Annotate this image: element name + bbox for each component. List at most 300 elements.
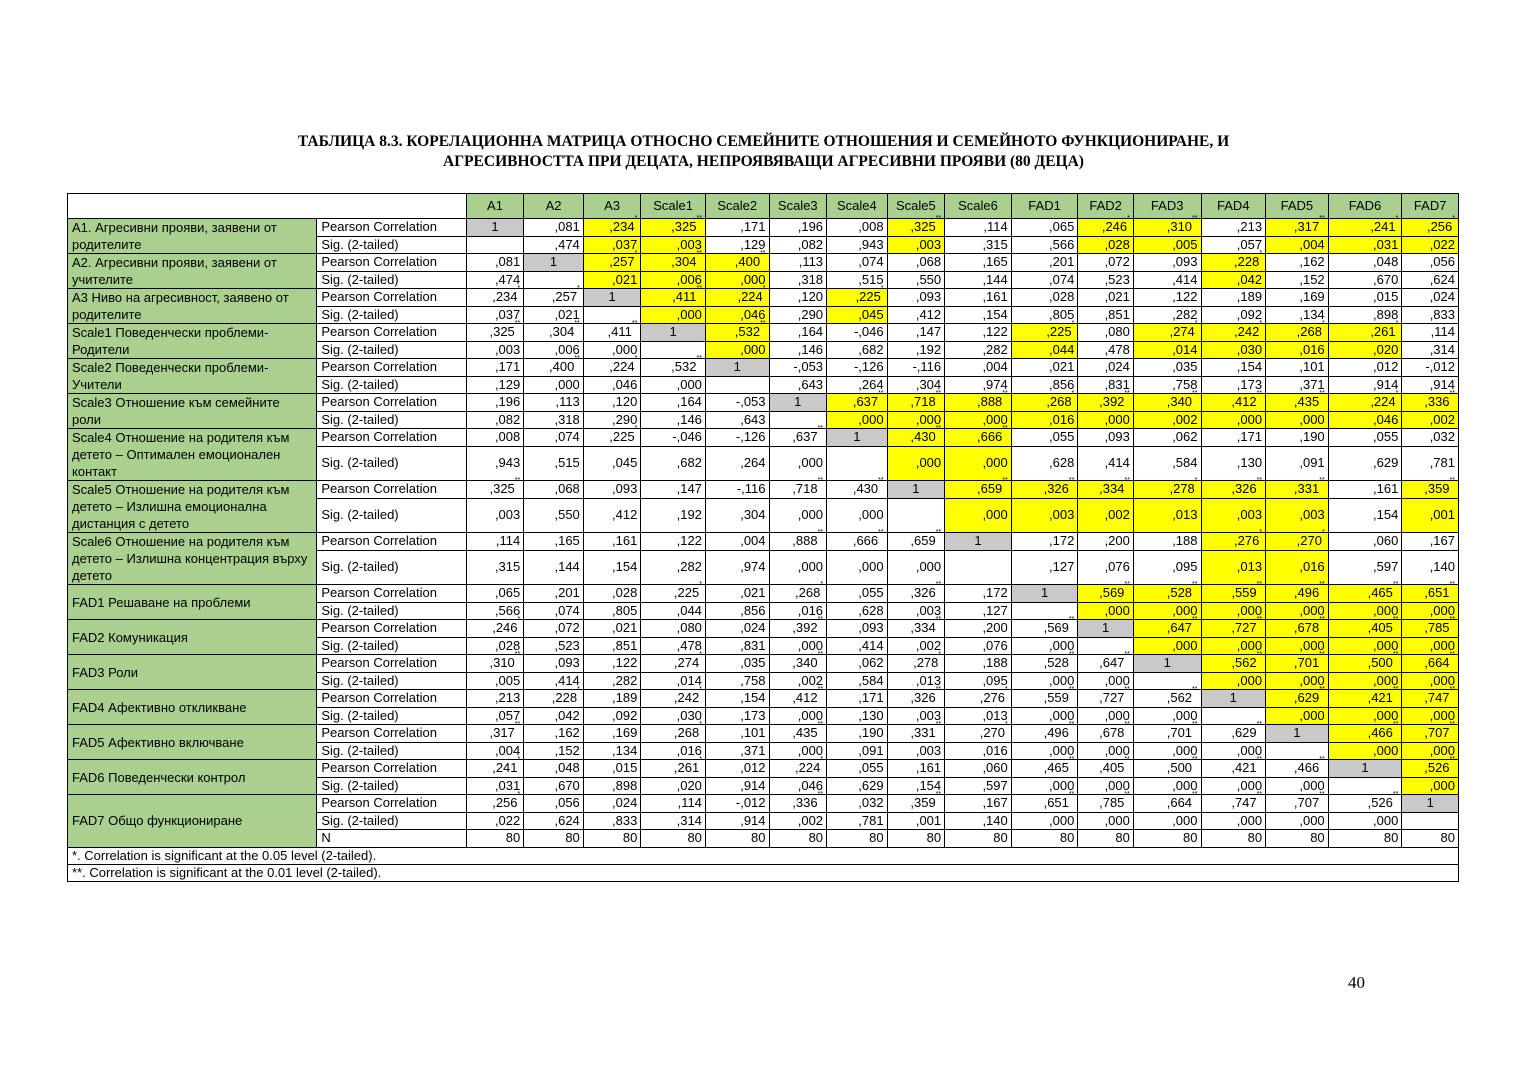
significance-marker: ** (1392, 581, 1399, 589)
table-cell: ,264 (827, 376, 888, 394)
significance-marker: ** (935, 425, 942, 433)
table-cell: ,359** (1402, 481, 1459, 499)
significance-marker: ** (817, 791, 824, 799)
table-cell: ,496** (1011, 725, 1078, 743)
table-cell: ,465** (1328, 585, 1402, 603)
table-cell: ,012 (705, 760, 769, 778)
table-cell: ,624 (1402, 271, 1459, 289)
table-cell: 1 (1011, 585, 1078, 603)
table-cell: ,120 (769, 289, 827, 307)
header-corner (68, 194, 467, 219)
table-cell: ,670 (524, 777, 584, 795)
table-cell: ,013 (945, 707, 1012, 725)
table-cell: ,022 (466, 812, 524, 830)
table-cell: ,188 (945, 655, 1012, 673)
table-cell: -,116 (887, 359, 945, 377)
table-cell: ,014 (641, 672, 706, 690)
table-cell: ,000 (769, 498, 827, 532)
row-label: FAD6 Поведенчески контрол (68, 760, 317, 795)
table-cell: ,304** (524, 324, 584, 342)
table-cell: ,943 (827, 236, 888, 254)
table-cell: ,268* (641, 725, 706, 743)
table-cell (705, 376, 769, 394)
table-cell: ,270* (945, 725, 1012, 743)
row-label: Scale3 Отношение към семейните роли (68, 394, 317, 429)
table-cell: 1 (1266, 725, 1329, 743)
stat-label: Sig. (2-tailed) (317, 341, 466, 359)
table-cell: ,597 (945, 777, 1012, 795)
table-cell: ,317** (466, 725, 524, 743)
significance-marker: ** (817, 721, 824, 729)
table-cell: ,682 (827, 341, 888, 359)
table-cell: ,200 (1078, 533, 1134, 551)
stat-label: Pearson Correlation (317, 655, 466, 673)
table-cell: ,651** (1011, 795, 1078, 813)
table-cell: ,005 (1133, 236, 1201, 254)
table-cell: ,016 (1266, 341, 1329, 359)
table-cell: ,856 (705, 602, 769, 620)
row-label: Scale6 Отношение на родителя към детето – Излишна концентрация върху детето (68, 533, 317, 585)
table-cell: ,785** (1078, 795, 1134, 813)
stat-label: Sig. (2-tailed) (317, 707, 466, 725)
table-cell: ,000 (769, 707, 827, 725)
table-cell: ,169 (1266, 289, 1329, 307)
table-cell: ,334** (887, 620, 945, 638)
table-cell: ,004 (705, 533, 769, 551)
table-cell: ,001 (887, 812, 945, 830)
significance-marker: ** (935, 616, 942, 624)
table-cell: ,146 (641, 411, 706, 429)
table-cell: ,081 (466, 254, 524, 272)
table-cell: ,002 (1078, 498, 1134, 532)
significance-marker: ** (1256, 756, 1263, 764)
table-cell: ,412** (769, 690, 827, 708)
table-cell: ,015 (1328, 289, 1402, 307)
table-cell: ,643 (769, 376, 827, 394)
significance-marker: * (1071, 320, 1075, 328)
table-cell: ,584 (827, 672, 888, 690)
table-cell: ,095 (1133, 550, 1201, 584)
significance-marker: ** (1449, 581, 1455, 589)
table-cell: ,000 (1328, 742, 1402, 760)
table-cell: ,000 (1201, 672, 1266, 690)
stat-label: Pearson Correlation (317, 533, 466, 551)
table-cell: ,074 (524, 602, 584, 620)
table-cell: ,851 (583, 637, 641, 655)
table-cell: -,053 (705, 394, 769, 412)
table-cell: ,000 (887, 446, 945, 480)
table-cell: ,093 (1133, 254, 1201, 272)
table-cell: -,053 (769, 359, 827, 377)
table-cell: ,747** (1402, 690, 1459, 708)
table-cell: ,120 (583, 394, 641, 412)
table-cell: ,032 (827, 795, 888, 813)
significance-marker: ** (878, 529, 884, 537)
table-cell: ,412 (887, 306, 945, 324)
significance-marker: ** (574, 355, 580, 363)
significance-marker: ** (514, 651, 521, 659)
table-cell: ,082 (769, 236, 827, 254)
table-cell: ,264 (705, 446, 769, 480)
table-cell: ,000 (887, 411, 945, 429)
table-cell: ,268* (1266, 324, 1329, 342)
table-cell: ,152 (524, 742, 584, 760)
table-cell: 1 (1078, 620, 1134, 638)
table-cell: ,144 (945, 271, 1012, 289)
table-cell: ,000 (641, 376, 706, 394)
table-cell: ,127 (1011, 550, 1078, 584)
table-cell (1328, 777, 1402, 795)
table-cell: ,000 (1328, 602, 1402, 620)
table-cell: ,092 (1201, 306, 1266, 324)
table-cell: ,430** (887, 429, 945, 447)
table-cell: ,637** (827, 394, 888, 412)
table-cell: ,003 (641, 236, 706, 254)
significance-marker: ** (817, 651, 824, 659)
table-cell: ,474 (524, 236, 584, 254)
stat-label: Pearson Correlation (317, 690, 466, 708)
table-cell: ,074 (1011, 271, 1078, 289)
table-row (68, 620, 1459, 638)
table-cell: ,048 (1328, 254, 1402, 272)
table-cell: ,144 (524, 550, 584, 584)
table-cell: ,074 (827, 254, 888, 272)
table-cell: ,268* (769, 585, 827, 603)
table-cell: ,020 (641, 777, 706, 795)
table-cell: ,044 (641, 602, 706, 620)
table-cell: ,060 (1328, 533, 1402, 551)
table-cell: ,515 (827, 271, 888, 289)
table-cell: ,781 (1402, 446, 1459, 480)
table-cell: ,042 (524, 707, 584, 725)
table-cell: ,318 (524, 411, 584, 429)
table-cell: ,093 (887, 289, 945, 307)
significance-marker: ** (935, 791, 942, 799)
table-cell: ,898 (1328, 306, 1402, 324)
significance-marker: ** (1256, 390, 1263, 398)
table-cell: ,310** (1133, 219, 1201, 237)
significance-marker: ** (1319, 390, 1325, 398)
table-cell: ,659** (887, 533, 945, 551)
significance-marker: ** (1068, 721, 1075, 729)
table-cell: ,500** (1133, 760, 1201, 778)
table-cell: ,000 (1078, 707, 1134, 725)
significance-marker: ** (696, 250, 702, 258)
significance-marker: ** (1319, 477, 1325, 485)
table-cell: ,093 (827, 620, 888, 638)
table-cell: ,154 (945, 306, 1012, 324)
table-cell: ,318 (769, 271, 827, 289)
table-cell: ,031 (466, 777, 524, 795)
table-cell: ,718** (887, 394, 945, 412)
significance-marker: ** (1192, 686, 1198, 694)
table-cell: ,000 (769, 742, 827, 760)
table-cell: 1 (705, 359, 769, 377)
significance-marker: ** (696, 215, 702, 223)
table-cell: ,414 (1078, 446, 1134, 480)
table-cell: ,246* (466, 620, 524, 638)
table-cell: ,147 (641, 481, 706, 499)
table-cell: ,225* (1011, 324, 1078, 342)
significance-marker: * (634, 425, 638, 433)
table-cell: ,000 (1402, 602, 1459, 620)
significance-marker: * (517, 616, 521, 624)
table-cell: ,412** (1201, 394, 1266, 412)
table-cell: ,122 (945, 324, 1012, 342)
table-cell: ,003 (466, 498, 524, 532)
column-header: FAD5 (1266, 194, 1329, 219)
table-cell: ,569** (1078, 585, 1134, 603)
page-number: 40 (1348, 973, 1365, 992)
table-cell: ,154 (705, 690, 769, 708)
column-header: Scale6 (945, 194, 1012, 219)
table-cell: ,405** (1328, 620, 1402, 638)
table-cell: ,805 (1011, 306, 1078, 324)
stat-label: Sig. (2-tailed) (317, 742, 466, 760)
table-row (68, 254, 1459, 272)
significance-marker: ** (1192, 390, 1198, 398)
table-cell: ,833 (1402, 306, 1459, 324)
stat-label: Sig. (2-tailed) (317, 411, 466, 429)
stat-label: Sig. (2-tailed) (317, 550, 466, 584)
table-cell: ,562** (1133, 690, 1201, 708)
significance-marker: ** (1449, 756, 1455, 764)
table-cell: ,189 (1201, 289, 1266, 307)
table-cell: -,046 (641, 429, 706, 447)
table-cell: ,647** (1133, 620, 1201, 638)
table-cell: ,224* (705, 289, 769, 307)
table-cell: ,412 (583, 498, 641, 532)
row-label: Scale2 Поведенчески проблеми-Учители (68, 359, 317, 394)
table-cell: ,161 (887, 760, 945, 778)
significance-marker: * (699, 686, 702, 694)
table-cell: ,629** (1201, 725, 1266, 743)
table-cell: ,000 (1266, 411, 1329, 429)
table-cell: ,056 (1402, 254, 1459, 272)
table-cell: ,076 (1078, 550, 1134, 584)
table-cell: ,974 (705, 550, 769, 584)
table-cell: ,171 (1201, 429, 1266, 447)
table-cell: ,326** (887, 585, 945, 603)
table-cell: ,257* (524, 289, 584, 307)
table-cell: ,065 (1011, 219, 1078, 237)
table-cell: ,024 (1402, 289, 1459, 307)
table-cell: ,314 (1402, 341, 1459, 359)
table-cell: ,021 (705, 585, 769, 603)
table-cell: ,042 (1201, 271, 1266, 289)
table-cell: ,173 (705, 707, 769, 725)
stat-label: Sig. (2-tailed) (317, 602, 466, 620)
significance-marker: ** (1002, 390, 1008, 398)
table-cell: ,000 (1402, 637, 1459, 655)
table-cell: ,914 (705, 812, 769, 830)
significance-marker: * (577, 686, 580, 694)
table-cell: 80 (1266, 830, 1329, 848)
significance-marker: ** (1068, 616, 1075, 624)
significance-marker: ** (1256, 721, 1263, 729)
table-cell: ,020 (1328, 341, 1402, 359)
table-cell: ,718** (769, 481, 827, 499)
table-cell: ,234* (583, 219, 641, 237)
table-cell: ,400** (524, 359, 584, 377)
title-line-1: ТАБЛИЦА 8.3. КОРЕЛАЦИОННА МАТРИЦА ОТНОСНО СЕМЕЙНИТЕ ОТНОШЕНИЯ И СЕМЕЙНОТО ФУНКЦИОНИРАНЕ, И (297, 133, 1230, 150)
table-cell: ,056 (524, 795, 584, 813)
table-cell: ,000 (641, 306, 706, 324)
table-cell: ,082 (466, 411, 524, 429)
significance-marker: * (820, 756, 824, 764)
table-cell: ,325** (641, 219, 706, 237)
table-cell: ,171 (827, 690, 888, 708)
table-cell: ,435** (769, 725, 827, 743)
table-cell: ,478 (641, 637, 706, 655)
table-cell: ,000 (1133, 777, 1201, 795)
table-cell: ,021 (583, 620, 641, 638)
table-cell: ,371 (705, 742, 769, 760)
table-cell: ,200 (945, 620, 1012, 638)
table-cell: ,016 (769, 602, 827, 620)
significance-marker: ** (1256, 651, 1263, 659)
significance-marker: ** (878, 477, 884, 485)
significance-marker: ** (1392, 616, 1399, 624)
table-cell: ,315 (466, 550, 524, 584)
table-cell: ,246* (1078, 219, 1134, 237)
table-cell: 80 (827, 830, 888, 848)
table-cell: ,004 (1266, 236, 1329, 254)
table-cell: ,213 (466, 690, 524, 708)
row-label: FAD1 Решаване на проблеми (68, 585, 317, 620)
table-cell: ,000 (1266, 602, 1329, 620)
significance-marker: ** (1002, 425, 1008, 433)
table-cell: ,140 (945, 812, 1012, 830)
table-cell (466, 236, 524, 254)
table-cell: ,781 (827, 812, 888, 830)
significance-marker: ** (1124, 686, 1130, 694)
table-cell (827, 446, 888, 480)
stat-label: Pearson Correlation (317, 585, 466, 603)
table-cell: ,000 (1266, 672, 1329, 690)
table-cell: ,000 (1011, 707, 1078, 725)
table-cell: ,046 (705, 306, 769, 324)
stat-label: Sig. (2-tailed) (317, 637, 466, 655)
table-cell: ,282 (583, 672, 641, 690)
significance-marker: ** (935, 581, 942, 589)
table-cell: ,276* (945, 690, 1012, 708)
table-cell: ,851 (1078, 306, 1134, 324)
correlation-matrix-table (67, 193, 1459, 882)
table-cell: 80 (524, 830, 584, 848)
significance-marker: ** (817, 686, 824, 694)
stat-label: Pearson Correlation (317, 429, 466, 447)
significance-marker: ** (514, 320, 521, 328)
table-cell: 1 (945, 533, 1012, 551)
significance-marker: ** (817, 477, 824, 485)
significance-marker: ** (1449, 651, 1455, 659)
table-cell: ,314 (641, 812, 706, 830)
table-cell: ,831 (1078, 376, 1134, 394)
significance-marker: ** (1192, 616, 1198, 624)
table-cell: ,172 (1011, 533, 1078, 551)
significance-marker: ** (1192, 791, 1198, 799)
table-cell: ,000 (769, 637, 827, 655)
stat-label: Sig. (2-tailed) (317, 306, 466, 324)
table-cell: ,000 (1266, 637, 1329, 655)
footnote-row (68, 864, 1459, 881)
table-cell: ,003 (466, 341, 524, 359)
table-cell: -,012 (705, 795, 769, 813)
row-label: A2. Агресивни прояви, заявени от учителите (68, 254, 317, 289)
table-cell: ,000 (1133, 707, 1201, 725)
table-cell: ,234* (466, 289, 524, 307)
table-cell: ,134 (583, 742, 641, 760)
table-cell: ,465** (1011, 760, 1078, 778)
table-cell: ,002 (887, 637, 945, 655)
column-header: Scale5 (887, 194, 945, 219)
table-cell: ,831 (705, 637, 769, 655)
stat-label: Pearson Correlation (317, 324, 466, 342)
table-cell: ,336** (1402, 394, 1459, 412)
table-cell: ,000 (1078, 411, 1134, 429)
significance-marker: ** (696, 355, 702, 363)
table-cell: ,000 (1201, 602, 1266, 620)
significance-marker: ** (1319, 215, 1325, 223)
table-cell: ,701** (1266, 655, 1329, 673)
table-row (68, 481, 1459, 499)
table-cell: ,523 (524, 637, 584, 655)
stat-label: Sig. (2-tailed) (317, 812, 466, 830)
row-label: FAD5 Афективно включване (68, 725, 317, 760)
table-cell: ,758 (705, 672, 769, 690)
table-cell: ,196 (466, 394, 524, 412)
significance-marker: * (1395, 320, 1399, 328)
table-cell: ,664** (1133, 795, 1201, 813)
significance-marker: ** (935, 390, 942, 398)
table-cell: ,002 (1402, 411, 1459, 429)
table-cell: ,001 (1402, 498, 1459, 532)
table-row (68, 289, 1459, 307)
table-cell: ,065 (466, 585, 524, 603)
table-cell: ,030 (641, 707, 706, 725)
table-cell: ,048 (524, 760, 584, 778)
table-cell: ,028 (1011, 289, 1078, 307)
stat-label: Sig. (2-tailed) (317, 498, 466, 532)
table-cell: ,129 (466, 376, 524, 394)
table-cell: ,276* (1201, 533, 1266, 551)
table-cell: ,000 (1201, 637, 1266, 655)
table-cell: -,012 (1402, 359, 1459, 377)
table-cell: ,130 (827, 707, 888, 725)
table-cell: ,550 (524, 498, 584, 532)
table-cell: ,000 (705, 271, 769, 289)
table-row (68, 795, 1459, 813)
significance-marker: ** (1256, 791, 1263, 799)
table-cell: ,228* (524, 690, 584, 708)
table-cell: ,062 (1133, 429, 1201, 447)
table-cell: 1 (769, 394, 827, 412)
stat-label: Sig. (2-tailed) (317, 672, 466, 690)
table-cell: ,000 (1402, 742, 1459, 760)
column-header: A2 (524, 194, 584, 219)
table-cell: ,171 (466, 359, 524, 377)
table-cell: ,566 (1011, 236, 1078, 254)
stat-label: Sig. (2-tailed) (317, 777, 466, 795)
significance-marker: * (880, 285, 884, 293)
significance-marker: ** (1256, 581, 1263, 589)
stat-label: Pearson Correlation (317, 795, 466, 813)
table-cell: 80 (705, 830, 769, 848)
table-cell (1133, 672, 1201, 690)
column-header: A3 (583, 194, 641, 219)
table-cell: ,000 (705, 341, 769, 359)
